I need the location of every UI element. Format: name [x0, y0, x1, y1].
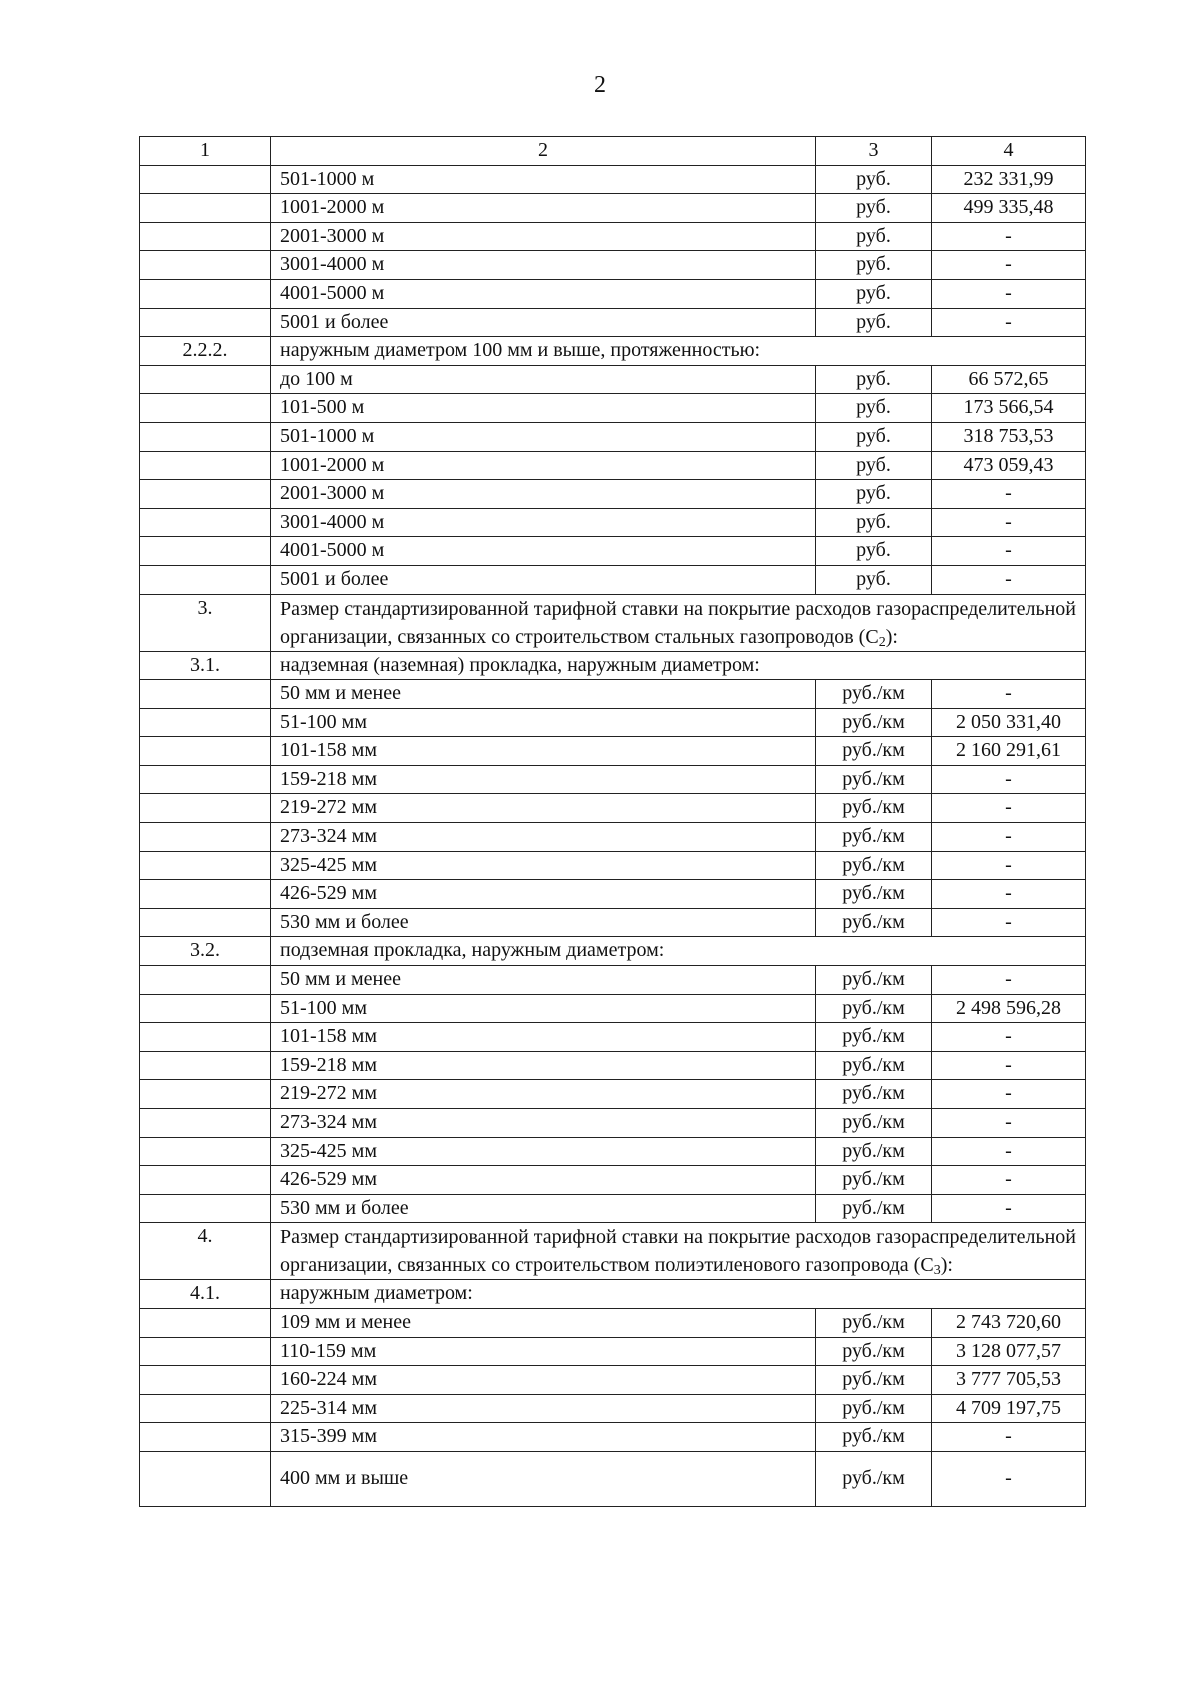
section-title-cell: подземная прокладка, наружным диаметром:	[271, 937, 1086, 966]
row-number-cell	[140, 1080, 271, 1109]
row-unit-cell: руб./км	[816, 680, 932, 709]
section-row	[140, 337, 1086, 366]
table-row	[140, 308, 1086, 337]
row-value-cell: 4 709 197,75	[932, 1394, 1086, 1423]
row-value-cell: -	[932, 508, 1086, 537]
table-row	[140, 394, 1086, 423]
row-number-cell	[140, 451, 271, 480]
row-number-cell	[140, 823, 271, 852]
row-unit-cell: руб.	[816, 508, 932, 537]
paragraph-subscript: 3	[933, 1263, 941, 1279]
row-name-cell: 2001-3000 м	[271, 222, 816, 251]
row-value-cell: -	[932, 308, 1086, 337]
table-row	[140, 480, 1086, 509]
paragraph-row	[140, 594, 1086, 651]
row-unit-cell: руб.	[816, 451, 932, 480]
row-name-cell: 110-159 мм	[271, 1337, 816, 1366]
row-value-cell: -	[932, 823, 1086, 852]
row-name-cell: 50 мм и менее	[271, 680, 816, 709]
row-unit-cell: руб./км	[816, 1109, 932, 1138]
section-title-cell: наружным диаметром 100 мм и выше, протяженностью:	[271, 337, 1086, 366]
section-row	[140, 1280, 1086, 1309]
table-row	[140, 1137, 1086, 1166]
row-number-cell	[140, 422, 271, 451]
row-name-cell: 225-314 мм	[271, 1394, 816, 1423]
row-number-cell	[140, 1366, 271, 1395]
row-unit-cell: руб.	[816, 365, 932, 394]
table-row	[140, 279, 1086, 308]
table-row	[140, 508, 1086, 537]
section-title-cell: наружным диаметром:	[271, 1280, 1086, 1309]
section-number-cell: 3.2.	[140, 937, 271, 966]
row-value-cell: 2 498 596,28	[932, 994, 1086, 1023]
row-unit-cell: руб./км	[816, 1080, 932, 1109]
row-value-cell: -	[932, 1080, 1086, 1109]
row-value-cell: -	[932, 1023, 1086, 1052]
row-name-cell: 2001-3000 м	[271, 480, 816, 509]
row-number-cell	[140, 394, 271, 423]
section-number-cell: 4.1.	[140, 1280, 271, 1309]
table-row	[140, 194, 1086, 223]
row-value-cell: 66 572,65	[932, 365, 1086, 394]
row-name-cell: 219-272 мм	[271, 794, 816, 823]
row-value-cell: -	[932, 765, 1086, 794]
row-name-cell: 159-218 мм	[271, 1051, 816, 1080]
row-value-cell: -	[932, 1194, 1086, 1223]
row-unit-cell: руб.	[816, 165, 932, 194]
row-number-cell	[140, 994, 271, 1023]
row-name-cell: 109 мм и менее	[271, 1308, 816, 1337]
row-unit-cell: руб./км	[816, 1394, 932, 1423]
paragraph-text: Размер стандартизированной тарифной ставки на покрытие расходов газораспределительной организации, связанных со строительством стальных газопроводов (С	[280, 597, 1076, 648]
row-value-cell: 473 059,43	[932, 451, 1086, 480]
row-value-cell: 2 050 331,40	[932, 708, 1086, 737]
row-value-cell: 232 331,99	[932, 165, 1086, 194]
row-unit-cell: руб.	[816, 565, 932, 594]
row-unit-cell: руб./км	[816, 1194, 932, 1223]
row-number-cell	[140, 222, 271, 251]
table-row	[140, 365, 1086, 394]
row-unit-cell: руб./км	[816, 994, 932, 1023]
row-unit-cell: руб.	[816, 222, 932, 251]
row-unit-cell: руб./км	[816, 708, 932, 737]
row-number-cell	[140, 765, 271, 794]
table-row	[140, 794, 1086, 823]
row-name-cell: 101-500 м	[271, 394, 816, 423]
row-number-cell	[140, 737, 271, 766]
row-name-cell: 530 мм и более	[271, 1194, 816, 1223]
row-number-cell	[140, 1051, 271, 1080]
row-name-cell: 101-158 мм	[271, 1023, 816, 1052]
row-value-cell: -	[932, 908, 1086, 937]
row-number-cell	[140, 365, 271, 394]
row-value-cell: -	[932, 1423, 1086, 1452]
row-value-cell: 318 753,53	[932, 422, 1086, 451]
row-name-cell: 273-324 мм	[271, 1109, 816, 1138]
row-number-cell	[140, 565, 271, 594]
table-row	[140, 1080, 1086, 1109]
tariff-table	[139, 136, 1086, 1507]
section-title-cell: надземная (наземная) прокладка, наружным диаметром:	[271, 651, 1086, 680]
row-name-cell: 51-100 мм	[271, 994, 816, 1023]
row-number-cell	[140, 251, 271, 280]
row-number-cell	[140, 680, 271, 709]
section-number-cell: 2.2.2.	[140, 337, 271, 366]
paragraph-text: Размер стандартизированной тарифной ставки на покрытие расходов газораспределительной организации, связанных со строительством полиэтиленового газопровода (С	[280, 1226, 1076, 1277]
table-row	[140, 537, 1086, 566]
row-unit-cell: руб./км	[816, 1451, 932, 1506]
table-row	[140, 565, 1086, 594]
section-row	[140, 937, 1086, 966]
row-unit-cell: руб.	[816, 308, 932, 337]
row-name-cell: 315-399 мм	[271, 1423, 816, 1452]
row-name-cell: 501-1000 м	[271, 422, 816, 451]
row-name-cell: 4001-5000 м	[271, 537, 816, 566]
row-unit-cell: руб./км	[816, 765, 932, 794]
row-number-cell	[140, 794, 271, 823]
row-name-cell: 5001 и более	[271, 308, 816, 337]
tariff-table-body	[140, 137, 1086, 1507]
table-row	[140, 908, 1086, 937]
row-name-cell: 273-324 мм	[271, 823, 816, 852]
row-unit-cell: руб.	[816, 251, 932, 280]
paragraph-subscript: 2	[878, 634, 886, 650]
row-unit-cell: руб./км	[816, 1337, 932, 1366]
row-name-cell: 1001-2000 м	[271, 451, 816, 480]
table-row	[140, 880, 1086, 909]
table-row	[140, 708, 1086, 737]
row-value-cell: -	[932, 480, 1086, 509]
row-value-cell: 2 160 291,61	[932, 737, 1086, 766]
row-name-cell: 3001-4000 м	[271, 251, 816, 280]
row-value-cell: -	[932, 1051, 1086, 1080]
row-value-cell: -	[932, 794, 1086, 823]
row-number-cell	[140, 194, 271, 223]
row-number-cell	[140, 1394, 271, 1423]
row-number-cell	[140, 508, 271, 537]
row-value-cell: 173 566,54	[932, 394, 1086, 423]
table-header-row	[140, 137, 1086, 166]
row-unit-cell: руб.	[816, 480, 932, 509]
header-cell-unit: 3	[816, 137, 932, 166]
row-name-cell: до 100 м	[271, 365, 816, 394]
table-row	[140, 1394, 1086, 1423]
row-name-cell: 5001 и более	[271, 565, 816, 594]
row-name-cell: 219-272 мм	[271, 1080, 816, 1109]
table-row	[140, 165, 1086, 194]
header-cell-number: 1	[140, 137, 271, 166]
row-value-cell: 2 743 720,60	[932, 1308, 1086, 1337]
row-value-cell: -	[932, 222, 1086, 251]
row-unit-cell: руб./км	[816, 880, 932, 909]
table-row	[140, 1366, 1086, 1395]
row-unit-cell: руб./км	[816, 823, 932, 852]
row-name-cell: 530 мм и более	[271, 908, 816, 937]
table-row	[140, 994, 1086, 1023]
row-name-cell: 160-224 мм	[271, 1366, 816, 1395]
row-number-cell	[140, 966, 271, 995]
row-value-cell: 3 128 077,57	[932, 1337, 1086, 1366]
row-unit-cell: руб./км	[816, 1366, 932, 1395]
row-number-cell	[140, 1023, 271, 1052]
row-number-cell	[140, 1308, 271, 1337]
row-unit-cell: руб./км	[816, 1137, 932, 1166]
table-row	[140, 765, 1086, 794]
row-name-cell: 325-425 мм	[271, 1137, 816, 1166]
row-name-cell: 501-1000 м	[271, 165, 816, 194]
row-name-cell: 101-158 мм	[271, 737, 816, 766]
row-unit-cell: руб.	[816, 422, 932, 451]
row-unit-cell: руб./км	[816, 1423, 932, 1452]
row-value-cell: -	[932, 565, 1086, 594]
row-unit-cell: руб.	[816, 279, 932, 308]
row-name-cell: 1001-2000 м	[271, 194, 816, 223]
row-number-cell	[140, 480, 271, 509]
table-row	[140, 1109, 1086, 1138]
row-unit-cell: руб.	[816, 537, 932, 566]
table-row	[140, 1194, 1086, 1223]
row-unit-cell: руб./км	[816, 737, 932, 766]
row-name-cell: 51-100 мм	[271, 708, 816, 737]
row-unit-cell: руб./км	[816, 1051, 932, 1080]
table-row	[140, 1337, 1086, 1366]
section-number-cell: 3.1.	[140, 651, 271, 680]
row-number-cell	[140, 165, 271, 194]
table-row	[140, 737, 1086, 766]
row-name-cell: 325-425 мм	[271, 851, 816, 880]
row-name-cell: 4001-5000 м	[271, 279, 816, 308]
table-row	[140, 222, 1086, 251]
table-row	[140, 823, 1086, 852]
paragraph-number-cell: 3.	[140, 594, 271, 651]
row-value-cell: -	[932, 1137, 1086, 1166]
row-value-cell: -	[932, 279, 1086, 308]
table-row	[140, 1308, 1086, 1337]
paragraph-number-cell: 4.	[140, 1223, 271, 1280]
row-unit-cell: руб./км	[816, 1166, 932, 1195]
row-number-cell	[140, 279, 271, 308]
row-number-cell	[140, 880, 271, 909]
row-number-cell	[140, 537, 271, 566]
row-value-cell: -	[932, 537, 1086, 566]
row-value-cell: -	[932, 880, 1086, 909]
row-value-cell: -	[932, 966, 1086, 995]
row-unit-cell: руб./км	[816, 794, 932, 823]
row-value-cell: -	[932, 251, 1086, 280]
row-unit-cell: руб./км	[816, 1308, 932, 1337]
paragraph-tail: ):	[940, 1254, 953, 1277]
row-value-cell: -	[932, 1166, 1086, 1195]
table-row	[140, 1051, 1086, 1080]
header-cell-value: 4	[932, 137, 1086, 166]
row-unit-cell: руб./км	[816, 966, 932, 995]
row-number-cell	[140, 308, 271, 337]
page-number: 2	[594, 72, 606, 98]
section-row	[140, 651, 1086, 680]
header-cell-name: 2	[271, 137, 816, 166]
table-row	[140, 680, 1086, 709]
table-row	[140, 251, 1086, 280]
row-name-cell: 3001-4000 м	[271, 508, 816, 537]
row-unit-cell: руб.	[816, 194, 932, 223]
row-value-cell: 499 335,48	[932, 194, 1086, 223]
table-row	[140, 1166, 1086, 1195]
table-row	[140, 451, 1086, 480]
row-number-cell	[140, 1109, 271, 1138]
row-number-cell	[140, 1451, 271, 1506]
table-row	[140, 1423, 1086, 1452]
table-row	[140, 422, 1086, 451]
row-name-cell: 426-529 мм	[271, 880, 816, 909]
paragraph-text-cell	[271, 594, 1086, 651]
row-name-cell: 159-218 мм	[271, 765, 816, 794]
paragraph-row	[140, 1223, 1086, 1280]
row-unit-cell: руб./км	[816, 908, 932, 937]
row-name-cell: 400 мм и выше	[271, 1451, 816, 1506]
table-row	[140, 1023, 1086, 1052]
row-number-cell	[140, 1166, 271, 1195]
row-unit-cell: руб.	[816, 394, 932, 423]
row-number-cell	[140, 851, 271, 880]
row-unit-cell: руб./км	[816, 1023, 932, 1052]
row-value-cell: -	[932, 851, 1086, 880]
table-row	[140, 1451, 1086, 1506]
row-number-cell	[140, 1137, 271, 1166]
row-value-cell: -	[932, 680, 1086, 709]
row-number-cell	[140, 1194, 271, 1223]
row-number-cell	[140, 708, 271, 737]
row-value-cell: -	[932, 1109, 1086, 1138]
row-number-cell	[140, 1423, 271, 1452]
row-unit-cell: руб./км	[816, 851, 932, 880]
paragraph-tail: ):	[885, 625, 898, 648]
row-number-cell	[140, 1337, 271, 1366]
row-name-cell: 426-529 мм	[271, 1166, 816, 1195]
paragraph-text-cell	[271, 1223, 1086, 1280]
table-row	[140, 966, 1086, 995]
row-name-cell: 50 мм и менее	[271, 966, 816, 995]
row-number-cell	[140, 908, 271, 937]
table-row	[140, 851, 1086, 880]
row-value-cell: -	[932, 1451, 1086, 1506]
row-value-cell: 3 777 705,53	[932, 1366, 1086, 1395]
